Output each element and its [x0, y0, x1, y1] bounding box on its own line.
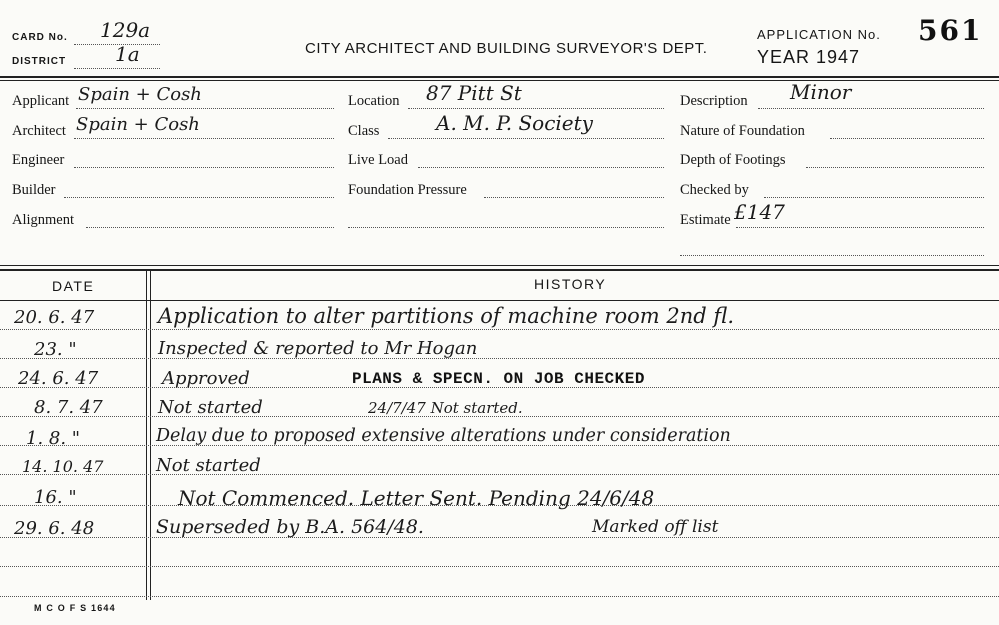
- description-line: [758, 108, 984, 109]
- class-line: [388, 138, 664, 139]
- card-no-label: CARD No.: [12, 32, 68, 43]
- nature-of-foundation-line: [830, 138, 984, 139]
- description-label: Description: [680, 93, 748, 109]
- year-label: YEAR 1947: [757, 47, 861, 67]
- builder-label: Builder: [12, 182, 56, 198]
- row-7-date: 16. ": [34, 487, 77, 508]
- column-divider-a: [146, 271, 147, 600]
- engineer-label: Engineer: [12, 152, 65, 168]
- foundation-pressure-line: [484, 197, 664, 198]
- architect-line: [74, 138, 334, 139]
- row-line: [0, 358, 999, 359]
- estimate-value: £147: [734, 200, 785, 224]
- checked-by-label: Checked by: [680, 182, 749, 198]
- row-line: [0, 474, 999, 475]
- location-line: [408, 108, 664, 109]
- architect-value: Spain + Cosh: [76, 114, 200, 135]
- row-5-text: Delay due to proposed extensive alterations under consideration: [156, 426, 731, 446]
- nature-of-foundation-label: Nature of Foundation: [680, 123, 805, 139]
- row-4-text: Not started: [158, 397, 263, 418]
- architect-label: Architect: [12, 123, 66, 139]
- row-4-extra: 24/7/47 Not started.: [368, 399, 523, 417]
- estimate-line: [736, 227, 984, 228]
- row-2-text: Inspected & reported to Mr Hogan: [158, 338, 478, 359]
- description-value: Minor: [790, 80, 852, 104]
- row-line: [0, 329, 999, 330]
- live-load-label: Live Load: [348, 152, 408, 168]
- form-code: M C O F S 1644: [34, 603, 116, 613]
- row-6-date: 14. 10. 47: [22, 457, 104, 476]
- row-6-text: Not started: [156, 455, 261, 476]
- row-line: [0, 537, 999, 538]
- depth-of-footings-line: [806, 167, 984, 168]
- header-rule-top: [0, 76, 999, 78]
- row-line: [0, 596, 999, 597]
- district-line: [74, 68, 160, 69]
- district-label: DISTRICT: [12, 56, 67, 67]
- history-column-header: HISTORY: [534, 276, 607, 292]
- column3-blank-line: [680, 255, 984, 256]
- depth-of-footings-label: Depth of Footings: [680, 152, 786, 168]
- row-1-text: Application to alter partitions of machine room 2nd fl.: [158, 304, 735, 328]
- class-label: Class: [348, 123, 380, 139]
- estimate-label: Estimate: [680, 212, 731, 228]
- application-no-value: 561: [918, 14, 983, 47]
- table-rule-top: [0, 265, 999, 266]
- live-load-line: [418, 167, 664, 168]
- row-4-date: 8. 7. 47: [34, 397, 103, 418]
- row-7-text: Not Commenced. Letter Sent. Pending 24/6/48: [178, 486, 655, 510]
- date-column-header: DATE: [52, 278, 95, 294]
- applicant-line: [76, 108, 334, 109]
- district-value: 1a: [115, 42, 140, 66]
- row-8-extra: Marked off list: [592, 517, 719, 537]
- row-1-date: 20. 6. 47: [14, 307, 95, 328]
- column-divider-b: [150, 271, 151, 600]
- foundation-pressure-label: Foundation Pressure: [348, 182, 467, 198]
- engineer-line: [74, 167, 334, 168]
- alignment-line: [86, 227, 334, 228]
- location-value: 87 Pitt St: [426, 81, 522, 105]
- applicant-label: Applicant: [12, 93, 70, 109]
- checked-by-line: [764, 197, 984, 198]
- location-label: Location: [348, 93, 400, 109]
- application-no-label: APPLICATION No.: [757, 27, 881, 42]
- card-no-value: 129a: [100, 18, 151, 42]
- row-8-date: 29. 6. 48: [14, 518, 95, 539]
- row-8-text: Superseded by B.A. 564/48.: [156, 516, 424, 538]
- department-title: CITY ARCHITECT AND BUILDING SURVEYOR'S DEPT.: [305, 40, 708, 57]
- row-3-text: Approved: [162, 368, 250, 389]
- row-3-stamp: PLANS & SPECN. ON JOB CHECKED: [352, 370, 645, 388]
- row-2-date: 23. ": [34, 339, 77, 360]
- column2-blank-line: [348, 227, 664, 228]
- alignment-label: Alignment: [12, 212, 75, 228]
- class-value: A. M. P. Society: [436, 111, 593, 135]
- builder-line: [64, 197, 334, 198]
- row-3-date: 24. 6. 47: [18, 368, 99, 389]
- row-5-date: 1. 8. ": [26, 428, 81, 449]
- applicant-value: Spain + Cosh: [78, 84, 202, 105]
- row-line: [0, 566, 999, 567]
